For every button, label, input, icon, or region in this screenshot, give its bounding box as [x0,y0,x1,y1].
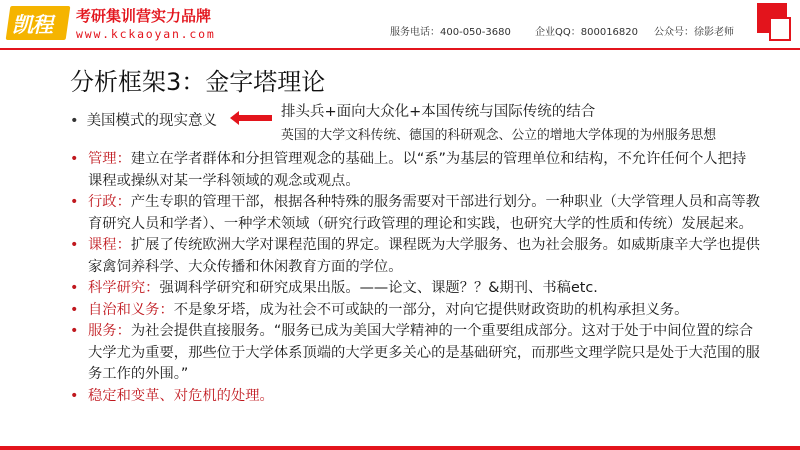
list-item-stability: • 稳定和变革、对危机的处理。 [70,387,274,404]
contact-qq: 企业QQ：800016820 [535,27,639,38]
item-label: 自治和义务： [88,301,174,318]
list-item-administration: • 行政：产生专职的管理干部，根据各种特殊的服务需要对干部进行划分。一种职业（大学管理人员和高等教育研究人员和学者）、一种学术领域（研究行政管理的理论和实践，也研究大学的性质和传统）发展起来。 [70,194,760,232]
item-label: 课程： [88,237,131,253]
note-line-2: 英国的大学文科传统、德国的科研观念、公立的增地大学体现的为州服务思想 [281,128,717,143]
left-arrow-icon [230,111,272,125]
list-item-management: • 管理：建立在学者群体和分担管理观念的基础上。以“系”为基层的管理单位和结构，不允许任何个人把持课程或操纵对某一学科领域的观念或观点。 [70,151,747,189]
header-divider [0,48,800,50]
bullet-dot: • [70,113,79,129]
item-text: 建立在学者群体和分担管理观念的基础上。以“系”为基层的管理单位和结构，不允许任何个人把持课程或操纵对某一学科领域的观念或观点。 [88,151,747,189]
item-label: 服务： [88,323,131,339]
intro-bullet [70,109,217,130]
logo-text: 凯程 [12,13,52,37]
item-text: 产生专职的管理干部，根据各种特殊的服务需要对干部进行划分。一种职业（大学管理人员和高等教育研究人员和学者）、一种学术领域（研究行政管理的理论和实践，也研究大学的性质和传统）发展起来。 [88,194,760,232]
item-text: 扩展了传统欧洲大学对课程范围的界定。课程既为大学服务、也为社会服务。如威斯康辛大学也提供家禽饲养科学、大众传播和休闲教育方面的学位。 [88,237,760,275]
item-text: 为社会提供直接服务。“服务已成为美国大学精神的一个重要组成部分。这对于处于中间位置的综合大学尤为重要，那些位于大学体系顶端的大学更多关心的是基础研究，而那些文理学院只是处于大范围的服务工作的外围。” [88,323,760,382]
item-text: 强调科学研究和研究成果出版。——论文、课题？？&期刊、书稿etc. [159,280,598,296]
item-label: 管理： [88,151,131,167]
footer-bar [0,446,800,450]
corner-decoration-inner [769,17,791,41]
list-item-research: • 科学研究：强调科学研究和研究成果出版。——论文、课题？？&期刊、书稿etc. [70,280,598,296]
list-item-autonomy: • 自治和义务：不是象牙塔，成为社会不可或缺的一部分，对向它提供财政资助的机构承担义务。 [70,301,689,318]
bullet-list [70,149,760,407]
intro-bullet-text: 美国模式的现实意义 [86,113,218,129]
list-item-service: • 服务：为社会提供直接服务。“服务已成为美国大学精神的一个重要组成部分。这对于处于中间位置的综合大学尤为重要，那些位于大学体系顶端的大学更多关心的是基础研究，而那些文理学院只是处于大范围的服务工作的外围。” [70,323,760,382]
item-label: 科学研究： [88,280,160,296]
item-label: 行政： [88,194,131,210]
brand-url: www.kckaoyan.com [76,27,216,41]
contact-phone: 服务电话：400-050-3680 [390,27,511,38]
item-text: 不是象牙塔，成为社会不可或缺的一部分，对向它提供财政资助的机构承担义务。 [173,301,689,318]
list-item-curriculum: • 课程：扩展了传统欧洲大学对课程范围的界定。课程既为大学服务、也为社会服务。如威斯康辛大学也提供家禽饲养科学、大众传播和休闲教育方面的学位。 [70,237,760,275]
brand-name: 考研集训营实力品牌 [76,7,212,25]
item-text: 稳定和变革、对危机的处理。 [88,387,274,404]
note-line-1: 排头兵+面向大众化+本国传统与国际传统的结合 [281,104,596,120]
contact-wechat: 公众号：徐影老师 [654,27,734,38]
slide-title: 分析框架3：金字塔理论 [70,68,326,96]
header [0,0,800,50]
